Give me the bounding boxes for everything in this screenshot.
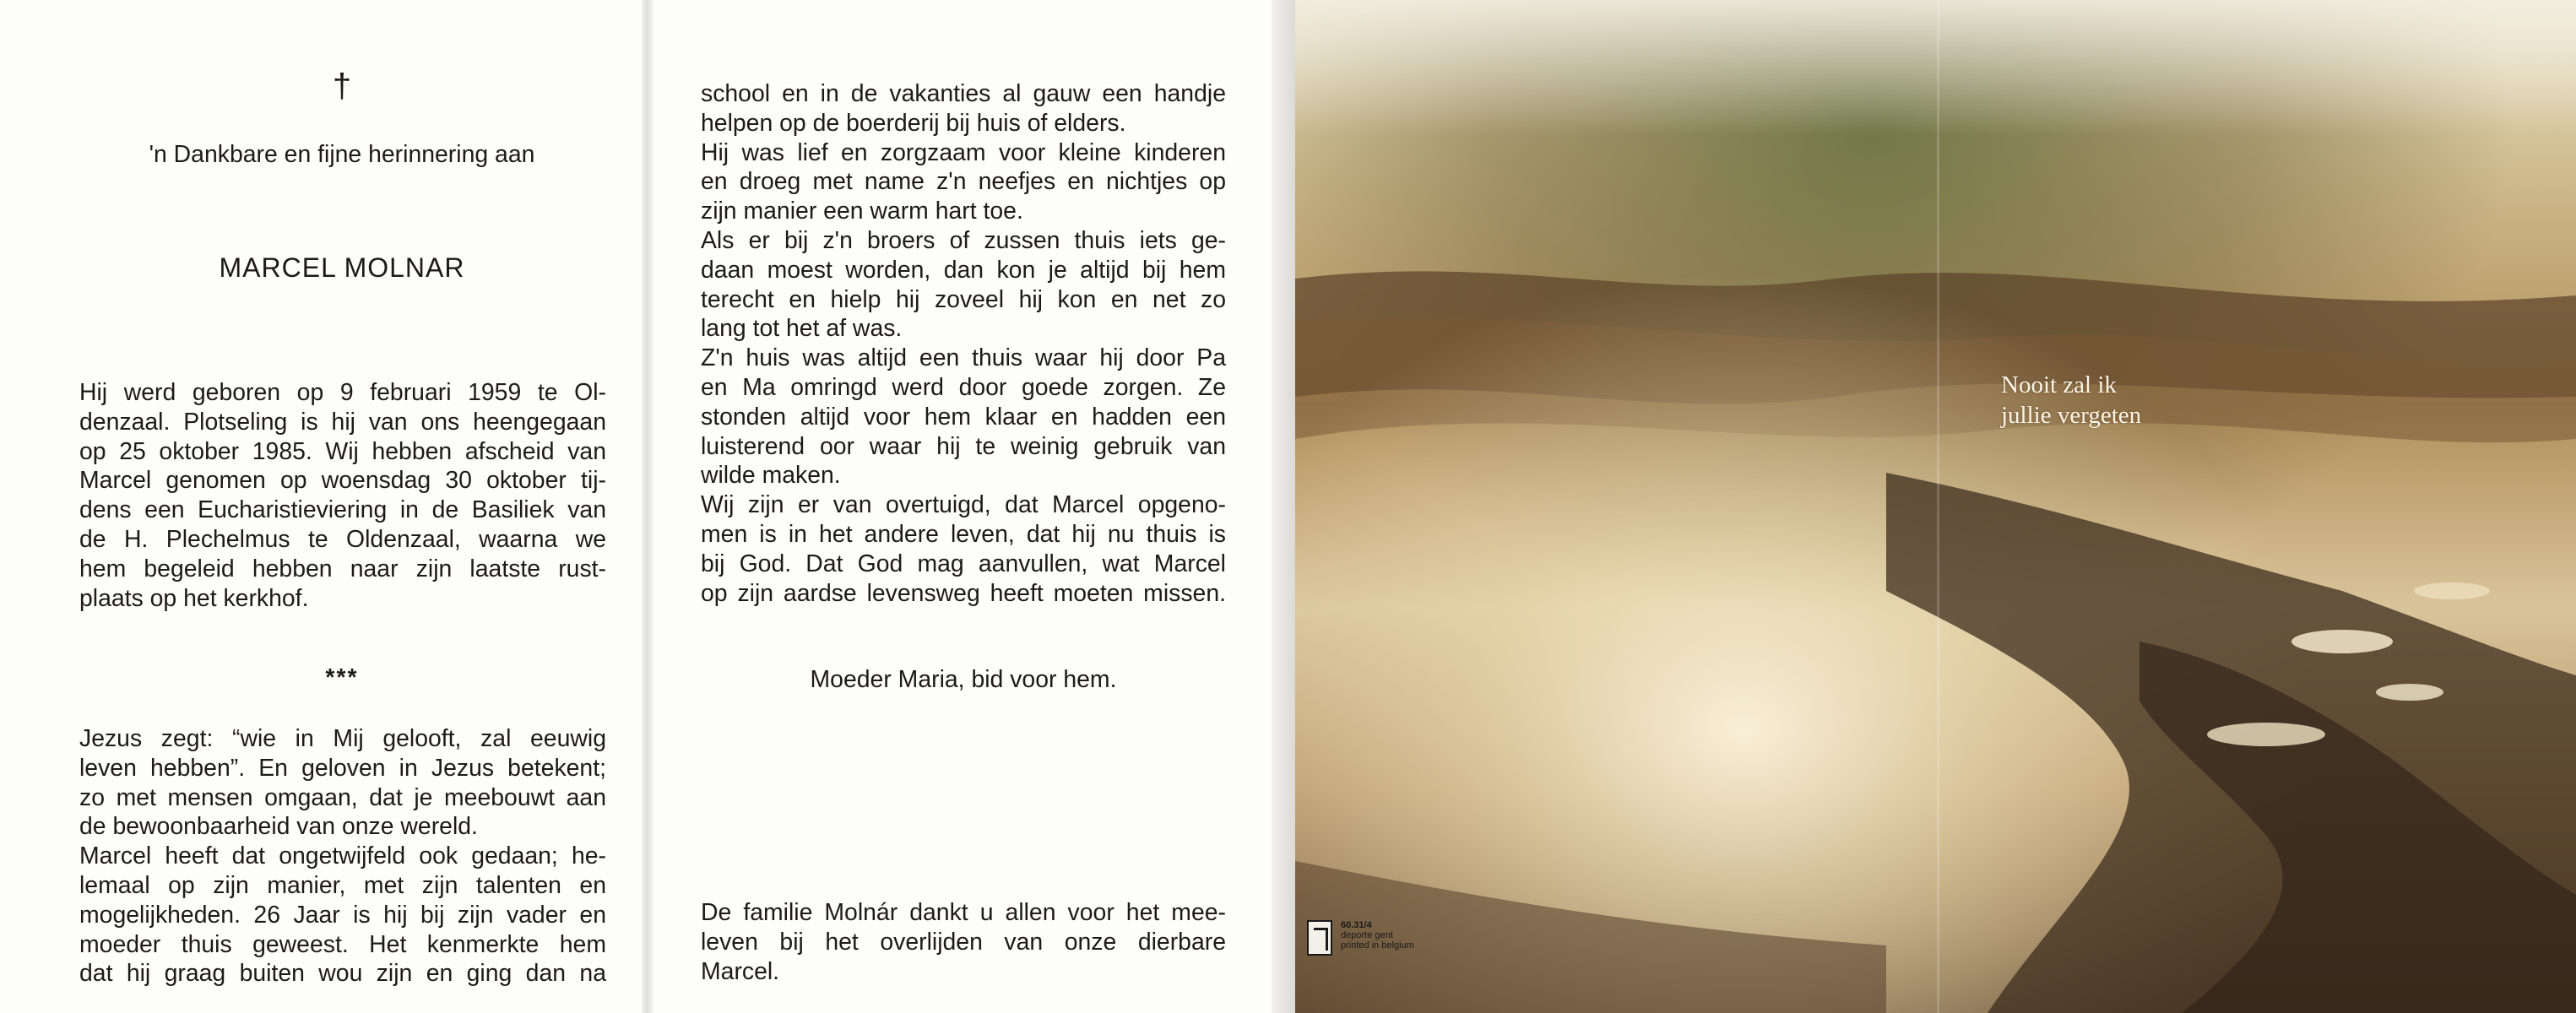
text-line: en Ma omringd werd door goede zorgen. Ze [701,373,1226,401]
text-line: dens een Eucharistieviering in de Basiliek van [79,496,606,524]
text-line: school en in de vakanties al gauw een handje [701,80,1226,107]
text-line: moeder thuis geweest. Het kenmerkte hem [79,930,606,958]
text-line: hem begeleid hebben naar zijn laatste rust- [79,555,606,582]
text-line: Hij werd geboren op 9 februari 1959 te Ol- [79,379,606,406]
publisher-name: deporte gent [1341,930,1393,940]
birth-death-paragraph [79,378,606,613]
text-line: bij God. Dat God mag aanvullen, wat Marcel [701,550,1226,577]
misty-marsh-landscape [1295,0,2576,1013]
text-line: lemaal op zijn manier, met zijn talenten en [79,871,606,899]
text-line: en droeg met name z'n neefjes en nichtjes op [701,168,1226,196]
text-line: leven hebben”. En geloven in Jezus betekent; [79,754,606,782]
publisher-code: 60.31/4 [1341,920,1372,930]
cover-photo [1295,0,2576,1013]
text-line: helpen op de boerderij bij huis of elders. [701,109,1126,137]
text-line: stonden altijd voor hem klaar en hadden een [701,403,1226,431]
text-line: leven bij het overlijden van onze dierbare [701,928,1226,956]
text-line: zo met mensen omgaan, dat je meebouwt aan [79,783,606,811]
text-line: plaats op het kerkhof. [79,584,309,612]
text-line: daan moest worden, dan kon je altijd bij hem [701,256,1226,284]
text-line: Marcel genomen op woensdag 30 oktober tij- [79,467,606,495]
text-line: op 25 oktober 1985. Wij hebben afscheid van [79,437,606,465]
life-paragraph [701,79,1226,608]
thanks-paragraph [701,898,1226,986]
cover-line-2: jullie vergeten [2001,402,2142,429]
text-line: De familie Molnár dankt u allen voor het mee- [701,899,1226,926]
text-line: Als er bij z'n broers of zussen thuis iets ge- [701,226,1226,254]
text-line: Marcel. [701,957,780,985]
text-line: lang tot het af was. [701,315,903,343]
cross-symbol: † [332,68,352,105]
deceased-name: MARCEL MOLNAR [219,252,465,283]
text-line: Jezus zegt: “wie in Mij gelooft, zal eeuwig [79,725,606,752]
text-line: denzaal. Plotseling is hij van ons heengegaan [79,408,606,436]
text-line: wilde maken. [701,462,841,490]
text-line: Wij zijn er van overtuigd, dat Marcel opgeno- [701,491,1226,519]
text-line: de bewoonbaarheid van onze wereld. [79,813,478,841]
text-line: Hij was lief en zorgzaam voor kleine kinderen [701,138,1226,166]
prayer-line: Moeder Maria, bid voor hem. [810,666,1117,693]
card-edge-shadow [1272,0,1295,1013]
intro-line: 'n Dankbare en fijne herinnering aan [149,141,535,168]
text-line: mogelijkheden. 26 Jaar is hij bij zijn vader en [79,901,606,929]
printed-in: printed in belgium [1341,940,1414,951]
text-line: men is in het andere leven, dat hij nu thuis is [701,520,1226,548]
cover-line-1: Nooit zal ik [2001,371,2117,398]
text-line: de H. Plechelmus te Oldenzaal, waarna we [79,525,606,553]
text-line: op zijn aardse levensweg heeft moeten missen. [701,579,1226,607]
publisher-logo-icon [1307,920,1332,956]
text-line: dat hij graag buiten wou zijn en ging dan na [79,960,606,988]
text-line: terecht en hielp hij zoveel hij kon en net zo [701,285,1226,313]
text-line: Z'n huis was altijd een thuis waar hij door Pa [701,344,1226,372]
text-line: zijn manier een warm hart toe. [701,198,1023,225]
text-line: luisterend oor waar hij te weinig gebruik van [701,432,1226,460]
faith-paragraph [79,724,606,989]
separator-stars: *** [325,664,359,691]
publisher-mark [1307,920,1459,962]
text-line: Marcel heeft dat ongetwijfeld ook gedaan; he- [79,842,606,870]
card-fold [642,0,653,1013]
